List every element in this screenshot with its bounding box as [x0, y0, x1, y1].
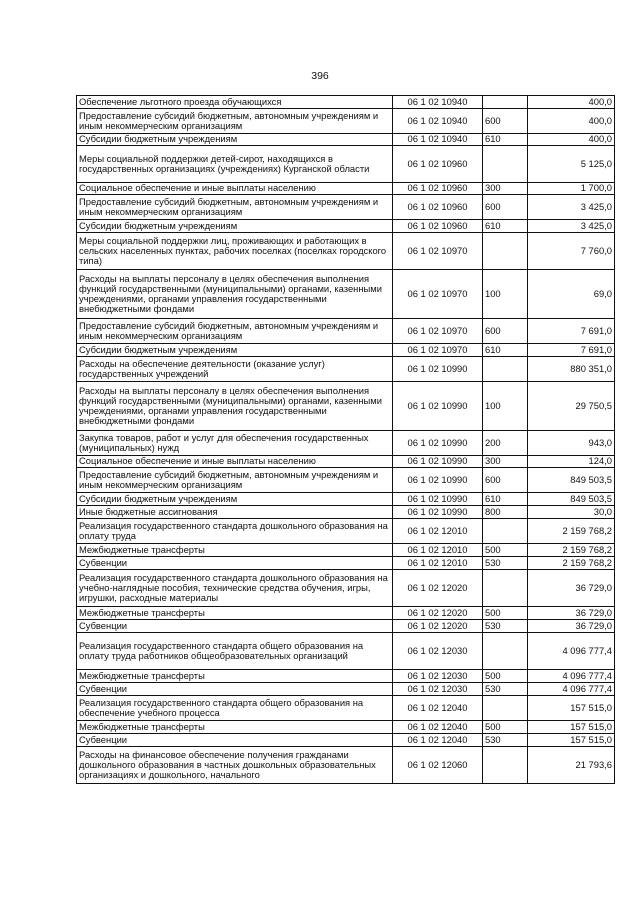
table-row: [77, 557, 615, 570]
target-code-cell: 06 1 02 10970: [393, 319, 483, 344]
amount-cell: 5 125,0: [528, 146, 615, 183]
target-code-cell: 06 1 02 12020: [393, 620, 483, 633]
target-code-cell: 06 1 02 10990: [393, 506, 483, 519]
table-row: [77, 319, 615, 344]
table-row: [77, 220, 615, 233]
amount-cell: 4 096 777,4: [528, 633, 615, 670]
amount-cell: 124,0: [528, 456, 615, 468]
amount-cell: 157 515,0: [528, 721, 615, 734]
target-code-cell: 06 1 02 10970: [393, 270, 483, 319]
table-row: [77, 183, 615, 195]
amount-cell: 400,0: [528, 109, 615, 134]
expense-type-cell: 530: [483, 557, 528, 570]
table-row: [77, 431, 615, 456]
amount-cell: 7 691,0: [528, 344, 615, 357]
expense-name-cell: Реализация государственного стандарта дошкольного образования на учебно-наглядные пособия, технические средства обучения, игры, игрушки, расходные материалы: [77, 570, 393, 607]
table-row: [77, 134, 615, 146]
expense-type-cell: [483, 146, 528, 183]
table-row: [77, 633, 615, 670]
amount-cell: 157 515,0: [528, 696, 615, 721]
amount-cell: 2 159 768,2: [528, 544, 615, 557]
expense-name-cell: Предоставление субсидий бюджетным, автономным учреждениям и иным некоммерческим организациям: [77, 468, 393, 493]
amount-cell: 36 729,0: [528, 607, 615, 620]
target-code-cell: 06 1 02 12020: [393, 607, 483, 620]
expense-name-cell: Расходы на выплаты персоналу в целях обеспечения выполнения функций государственными (муниципальными) органами, казенными учреждениями, органами управления государственными внебюджетными фондами: [77, 270, 393, 319]
amount-cell: 1 700,0: [528, 183, 615, 195]
expense-name-cell: Реализация государственного стандарта общего образования на обеспечение учебного процесса: [77, 696, 393, 721]
expense-name-cell: Межбюджетные трансферты: [77, 544, 393, 557]
target-code-cell: 06 1 02 10970: [393, 233, 483, 270]
expense-type-cell: [483, 233, 528, 270]
expense-name-cell: Субсидии бюджетным учреждениям: [77, 493, 393, 506]
expense-type-cell: [483, 357, 528, 382]
expense-type-cell: 600: [483, 195, 528, 220]
table-row: [77, 109, 615, 134]
amount-cell: 880 351,0: [528, 357, 615, 382]
expense-type-cell: 610: [483, 344, 528, 357]
table-row: [77, 620, 615, 633]
amount-cell: 2 159 768,2: [528, 557, 615, 570]
expense-name-cell: Субвенции: [77, 557, 393, 570]
table-row: [77, 544, 615, 557]
expense-name-cell: Реализация государственного стандарта дошкольного образования на оплату труда: [77, 519, 393, 544]
table-row: [77, 570, 615, 607]
budget-table-body: [77, 96, 615, 784]
budget-table: [76, 95, 615, 784]
table-row: [77, 344, 615, 357]
target-code-cell: 06 1 02 12040: [393, 696, 483, 721]
table-row: [77, 456, 615, 468]
amount-cell: 4 096 777,4: [528, 683, 615, 696]
table-row: [77, 195, 615, 220]
target-code-cell: 06 1 02 12030: [393, 670, 483, 683]
expense-name-cell: Расходы на выплаты персоналу в целях обеспечения выполнения функций государственными (муниципальными) органами, казенными учреждениями, органами управления государственными внебюджетными фондами: [77, 382, 393, 431]
expense-type-cell: 610: [483, 134, 528, 146]
expense-name-cell: Предоставление субсидий бюджетным, автономным учреждениям и иным некоммерческим организациям: [77, 109, 393, 134]
expense-name-cell: Социальное обеспечение и иные выплаты населению: [77, 183, 393, 195]
target-code-cell: 06 1 02 10940: [393, 109, 483, 134]
target-code-cell: 06 1 02 12010: [393, 544, 483, 557]
expense-name-cell: Субвенции: [77, 683, 393, 696]
table-row: [77, 683, 615, 696]
target-code-cell: 06 1 02 12030: [393, 683, 483, 696]
expense-type-cell: 600: [483, 109, 528, 134]
target-code-cell: 06 1 02 10960: [393, 183, 483, 195]
expense-name-cell: Меры социальной поддержки лиц, проживающих и работающих в сельских населенных пунктах, рабочих поселках (поселках городского типа): [77, 233, 393, 270]
amount-cell: 30,0: [528, 506, 615, 519]
expense-type-cell: 610: [483, 220, 528, 233]
expense-name-cell: Расходы на обеспечение деятельности (оказание услуг) государственных учреждений: [77, 357, 393, 382]
expense-name-cell: Субвенции: [77, 620, 393, 633]
expense-name-cell: Межбюджетные трансферты: [77, 607, 393, 620]
expense-name-cell: Обеспечение льготного проезда обучающихся: [77, 96, 393, 109]
table-row: [77, 734, 615, 747]
table-row: [77, 357, 615, 382]
target-code-cell: 06 1 02 10990: [393, 357, 483, 382]
expense-type-cell: [483, 747, 528, 784]
expense-name-cell: Реализация государственного стандарта общего образования на оплату труда работников общеобразовательных организаций: [77, 633, 393, 670]
table-row: [77, 506, 615, 519]
expense-name-cell: Меры социальной поддержки детей-сирот, находящихся в государственных организациях (учреждениях) Курганской области: [77, 146, 393, 183]
expense-type-cell: 500: [483, 670, 528, 683]
table-row: [77, 233, 615, 270]
table-row: [77, 146, 615, 183]
target-code-cell: 06 1 02 10960: [393, 220, 483, 233]
expense-name-cell: Предоставление субсидий бюджетным, автономным учреждениям и иным некоммерческим организациям: [77, 195, 393, 220]
table-row: [77, 670, 615, 683]
target-code-cell: 06 1 02 12040: [393, 734, 483, 747]
expense-name-cell: Иные бюджетные ассигнования: [77, 506, 393, 519]
target-code-cell: 06 1 02 12040: [393, 721, 483, 734]
amount-cell: 943,0: [528, 431, 615, 456]
expense-type-cell: 530: [483, 683, 528, 696]
amount-cell: 849 503,5: [528, 493, 615, 506]
amount-cell: 21 793,6: [528, 747, 615, 784]
expense-type-cell: 300: [483, 183, 528, 195]
amount-cell: 3 425,0: [528, 220, 615, 233]
expense-name-cell: Предоставление субсидий бюджетным, автономным учреждениям и иным некоммерческим организациям: [77, 319, 393, 344]
table-row: [77, 721, 615, 734]
target-code-cell: 06 1 02 10960: [393, 195, 483, 220]
expense-name-cell: Межбюджетные трансферты: [77, 670, 393, 683]
target-code-cell: 06 1 02 12030: [393, 633, 483, 670]
amount-cell: 400,0: [528, 96, 615, 109]
expense-type-cell: 600: [483, 468, 528, 493]
amount-cell: 157 515,0: [528, 734, 615, 747]
table-row: [77, 468, 615, 493]
target-code-cell: 06 1 02 10990: [393, 431, 483, 456]
amount-cell: 29 750,5: [528, 382, 615, 431]
expense-type-cell: 500: [483, 607, 528, 620]
expense-type-cell: [483, 519, 528, 544]
table-row: [77, 696, 615, 721]
expense-name-cell: Субсидии бюджетным учреждениям: [77, 344, 393, 357]
target-code-cell: 06 1 02 12020: [393, 570, 483, 607]
target-code-cell: 06 1 02 10990: [393, 382, 483, 431]
expense-type-cell: 600: [483, 319, 528, 344]
expense-name-cell: Расходы на финансовое обеспечение получения гражданами дошкольного образования в частных дошкольных образовательных организациях и дошкольного, начального: [77, 747, 393, 784]
amount-cell: 400,0: [528, 134, 615, 146]
amount-cell: 3 425,0: [528, 195, 615, 220]
expense-name-cell: Субсидии бюджетным учреждениям: [77, 134, 393, 146]
expense-type-cell: 500: [483, 544, 528, 557]
amount-cell: 2 159 768,2: [528, 519, 615, 544]
expense-type-cell: 530: [483, 734, 528, 747]
expense-name-cell: Межбюджетные трансферты: [77, 721, 393, 734]
expense-type-cell: [483, 570, 528, 607]
expense-type-cell: 300: [483, 456, 528, 468]
expense-name-cell: Субвенции: [77, 734, 393, 747]
expense-name-cell: Социальное обеспечение и иные выплаты населению: [77, 456, 393, 468]
amount-cell: 36 729,0: [528, 620, 615, 633]
table-row: [77, 493, 615, 506]
expense-type-cell: 530: [483, 620, 528, 633]
target-code-cell: 06 1 02 12060: [393, 747, 483, 784]
amount-cell: 69,0: [528, 270, 615, 319]
table-row: [77, 607, 615, 620]
table-row: [77, 519, 615, 544]
expense-type-cell: [483, 96, 528, 109]
expense-type-cell: 100: [483, 382, 528, 431]
target-code-cell: 06 1 02 10990: [393, 493, 483, 506]
expense-type-cell: 500: [483, 721, 528, 734]
amount-cell: 36 729,0: [528, 570, 615, 607]
table-row: [77, 96, 615, 109]
table-row: [77, 382, 615, 431]
expense-type-cell: 610: [483, 493, 528, 506]
target-code-cell: 06 1 02 10990: [393, 468, 483, 493]
amount-cell: 7 760,0: [528, 233, 615, 270]
target-code-cell: 06 1 02 10940: [393, 134, 483, 146]
target-code-cell: 06 1 02 10990: [393, 456, 483, 468]
target-code-cell: 06 1 02 10970: [393, 344, 483, 357]
table-row: [77, 270, 615, 319]
amount-cell: 4 096 777,4: [528, 670, 615, 683]
expense-type-cell: 200: [483, 431, 528, 456]
target-code-cell: 06 1 02 10940: [393, 96, 483, 109]
target-code-cell: 06 1 02 10960: [393, 146, 483, 183]
target-code-cell: 06 1 02 12010: [393, 557, 483, 570]
expense-type-cell: [483, 696, 528, 721]
amount-cell: 849 503,5: [528, 468, 615, 493]
expense-name-cell: Субсидии бюджетным учреждениям: [77, 220, 393, 233]
expense-type-cell: 800: [483, 506, 528, 519]
target-code-cell: 06 1 02 12010: [393, 519, 483, 544]
expense-type-cell: [483, 633, 528, 670]
table-row: [77, 747, 615, 784]
amount-cell: 7 691,0: [528, 319, 615, 344]
expense-type-cell: 100: [483, 270, 528, 319]
expense-name-cell: Закупка товаров, работ и услуг для обеспечения государственных (муниципальных) нужд: [77, 431, 393, 456]
page-number: 396: [311, 70, 329, 82]
